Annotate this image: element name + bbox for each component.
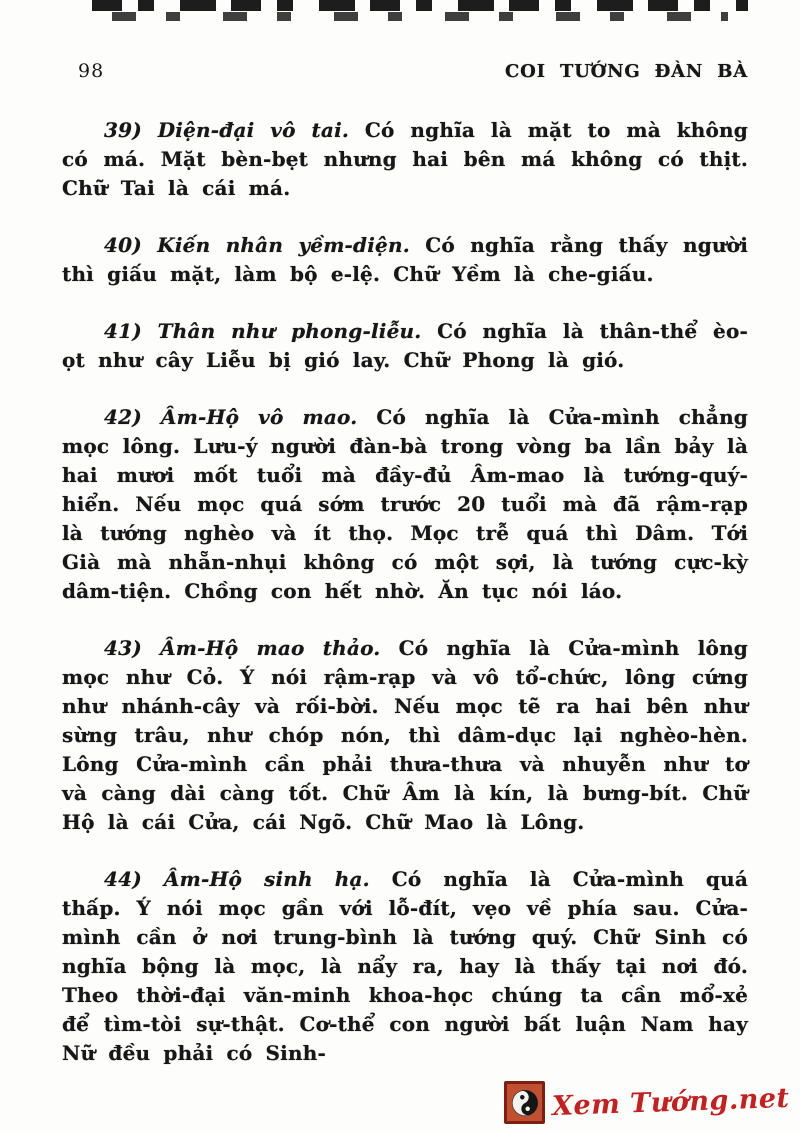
item-text: Có nghĩa là mặt to mà không có má. Mặt bèn-bẹt nhưng hai bên má không có thịt. Chữ Tai là cái má.	[62, 118, 748, 200]
page-number: 98	[78, 60, 105, 82]
item-term: Thân như phong-liễu.	[157, 319, 422, 343]
item-term: Diện-đại vô tai.	[157, 118, 350, 142]
item-term: Kiến nhân yềm-diện.	[157, 233, 410, 257]
item-term: Âm-Hộ vô mao.	[160, 405, 358, 429]
item-term: Âm-Hộ mao thảo.	[160, 636, 381, 660]
item-text: Có nghĩa là Cửa-mình quá thấp. Ý nói mọc gần với lỗ-đít, vẹo về phía sau. Cửa-mình cần ở nơi trung-bình là tướng quý. Chữ Sinh có nghĩa bộng là mọc, là nẩy ra, hay là thấy tại nơi đó. Theo thời-đại văn-minh khoa-học chúng ta cần mổ-xẻ để tìm-tòi sự-thật. Cơ-thể con người bất luận Nam hay Nữ đều phải có Sinh-	[62, 867, 748, 1065]
item-number: 43)	[104, 636, 142, 660]
paragraph-39	[62, 116, 748, 203]
yin-yang-icon	[504, 1081, 545, 1124]
page-content	[62, 0, 748, 1096]
item-number: 40)	[104, 233, 142, 257]
paragraph-42	[62, 403, 748, 606]
item-text: Có nghĩa là Cửa-mình chẳng mọc lông. Lưu-ý người đàn-bà trong vòng ba lần bảy là hai mươi mốt tuổi mà đầy-đủ Âm-mao là tướng-quý-hiển. Nếu mọc quá sớm trước 20 tuổi mà đã rậm-rạp là tướng nghèo và ít thọ. Mọc trễ quá thì Dâm. Tới Già mà nhẵn-nhụi không có một sợi, là tướng cực-kỳ dâm-tiện. Chồng con hết nhờ. Ăn tục nói láo.	[62, 405, 748, 603]
item-text: Có nghĩa là thân-thể èo-ọt như cây Liễu bị gió lay. Chữ Phong là gió.	[62, 319, 748, 372]
running-title: COI TƯỚNG ĐÀN BÀ	[505, 61, 748, 82]
item-number: 39)	[104, 118, 142, 142]
item-number: 41)	[104, 319, 142, 343]
item-term: Âm-Hộ sinh hạ.	[163, 867, 370, 891]
paragraph-44	[62, 865, 748, 1068]
watermark-logo	[504, 1081, 790, 1124]
body-text	[62, 116, 748, 1068]
page-header	[62, 60, 748, 82]
item-number: 44)	[104, 867, 142, 891]
paragraph-41	[62, 317, 748, 375]
item-text: Có nghĩa rằng thấy người thì giấu mặt, làm bộ e-lệ. Chữ Yềm là che-giấu.	[62, 233, 748, 286]
item-text: Có nghĩa là Cửa-mình lông mọc như Cỏ. Ý nói rậm-rạp và vô tổ-chức, lông cứng như nhánh-cây và rối-bời. Nếu mọc tẽ ra hai bên như sừng trâu, như chóp nón, thì dâm-dục lại nghèo-hèn. Lông Cửa-mình cần phải thưa-thưa và nhuyễn như tơ và càng dài càng tốt. Chữ Âm là kín, là bưng-bít. Chữ Hộ là cái Cửa, cái Ngõ. Chữ Mao là Lông.	[62, 636, 748, 834]
paragraph-43	[62, 634, 748, 837]
yin-yang-icon-svg	[510, 1088, 540, 1118]
item-number: 42)	[104, 405, 142, 429]
paragraph-40	[62, 231, 748, 289]
watermark-site-name: Xem Tướng.net	[552, 1082, 791, 1123]
